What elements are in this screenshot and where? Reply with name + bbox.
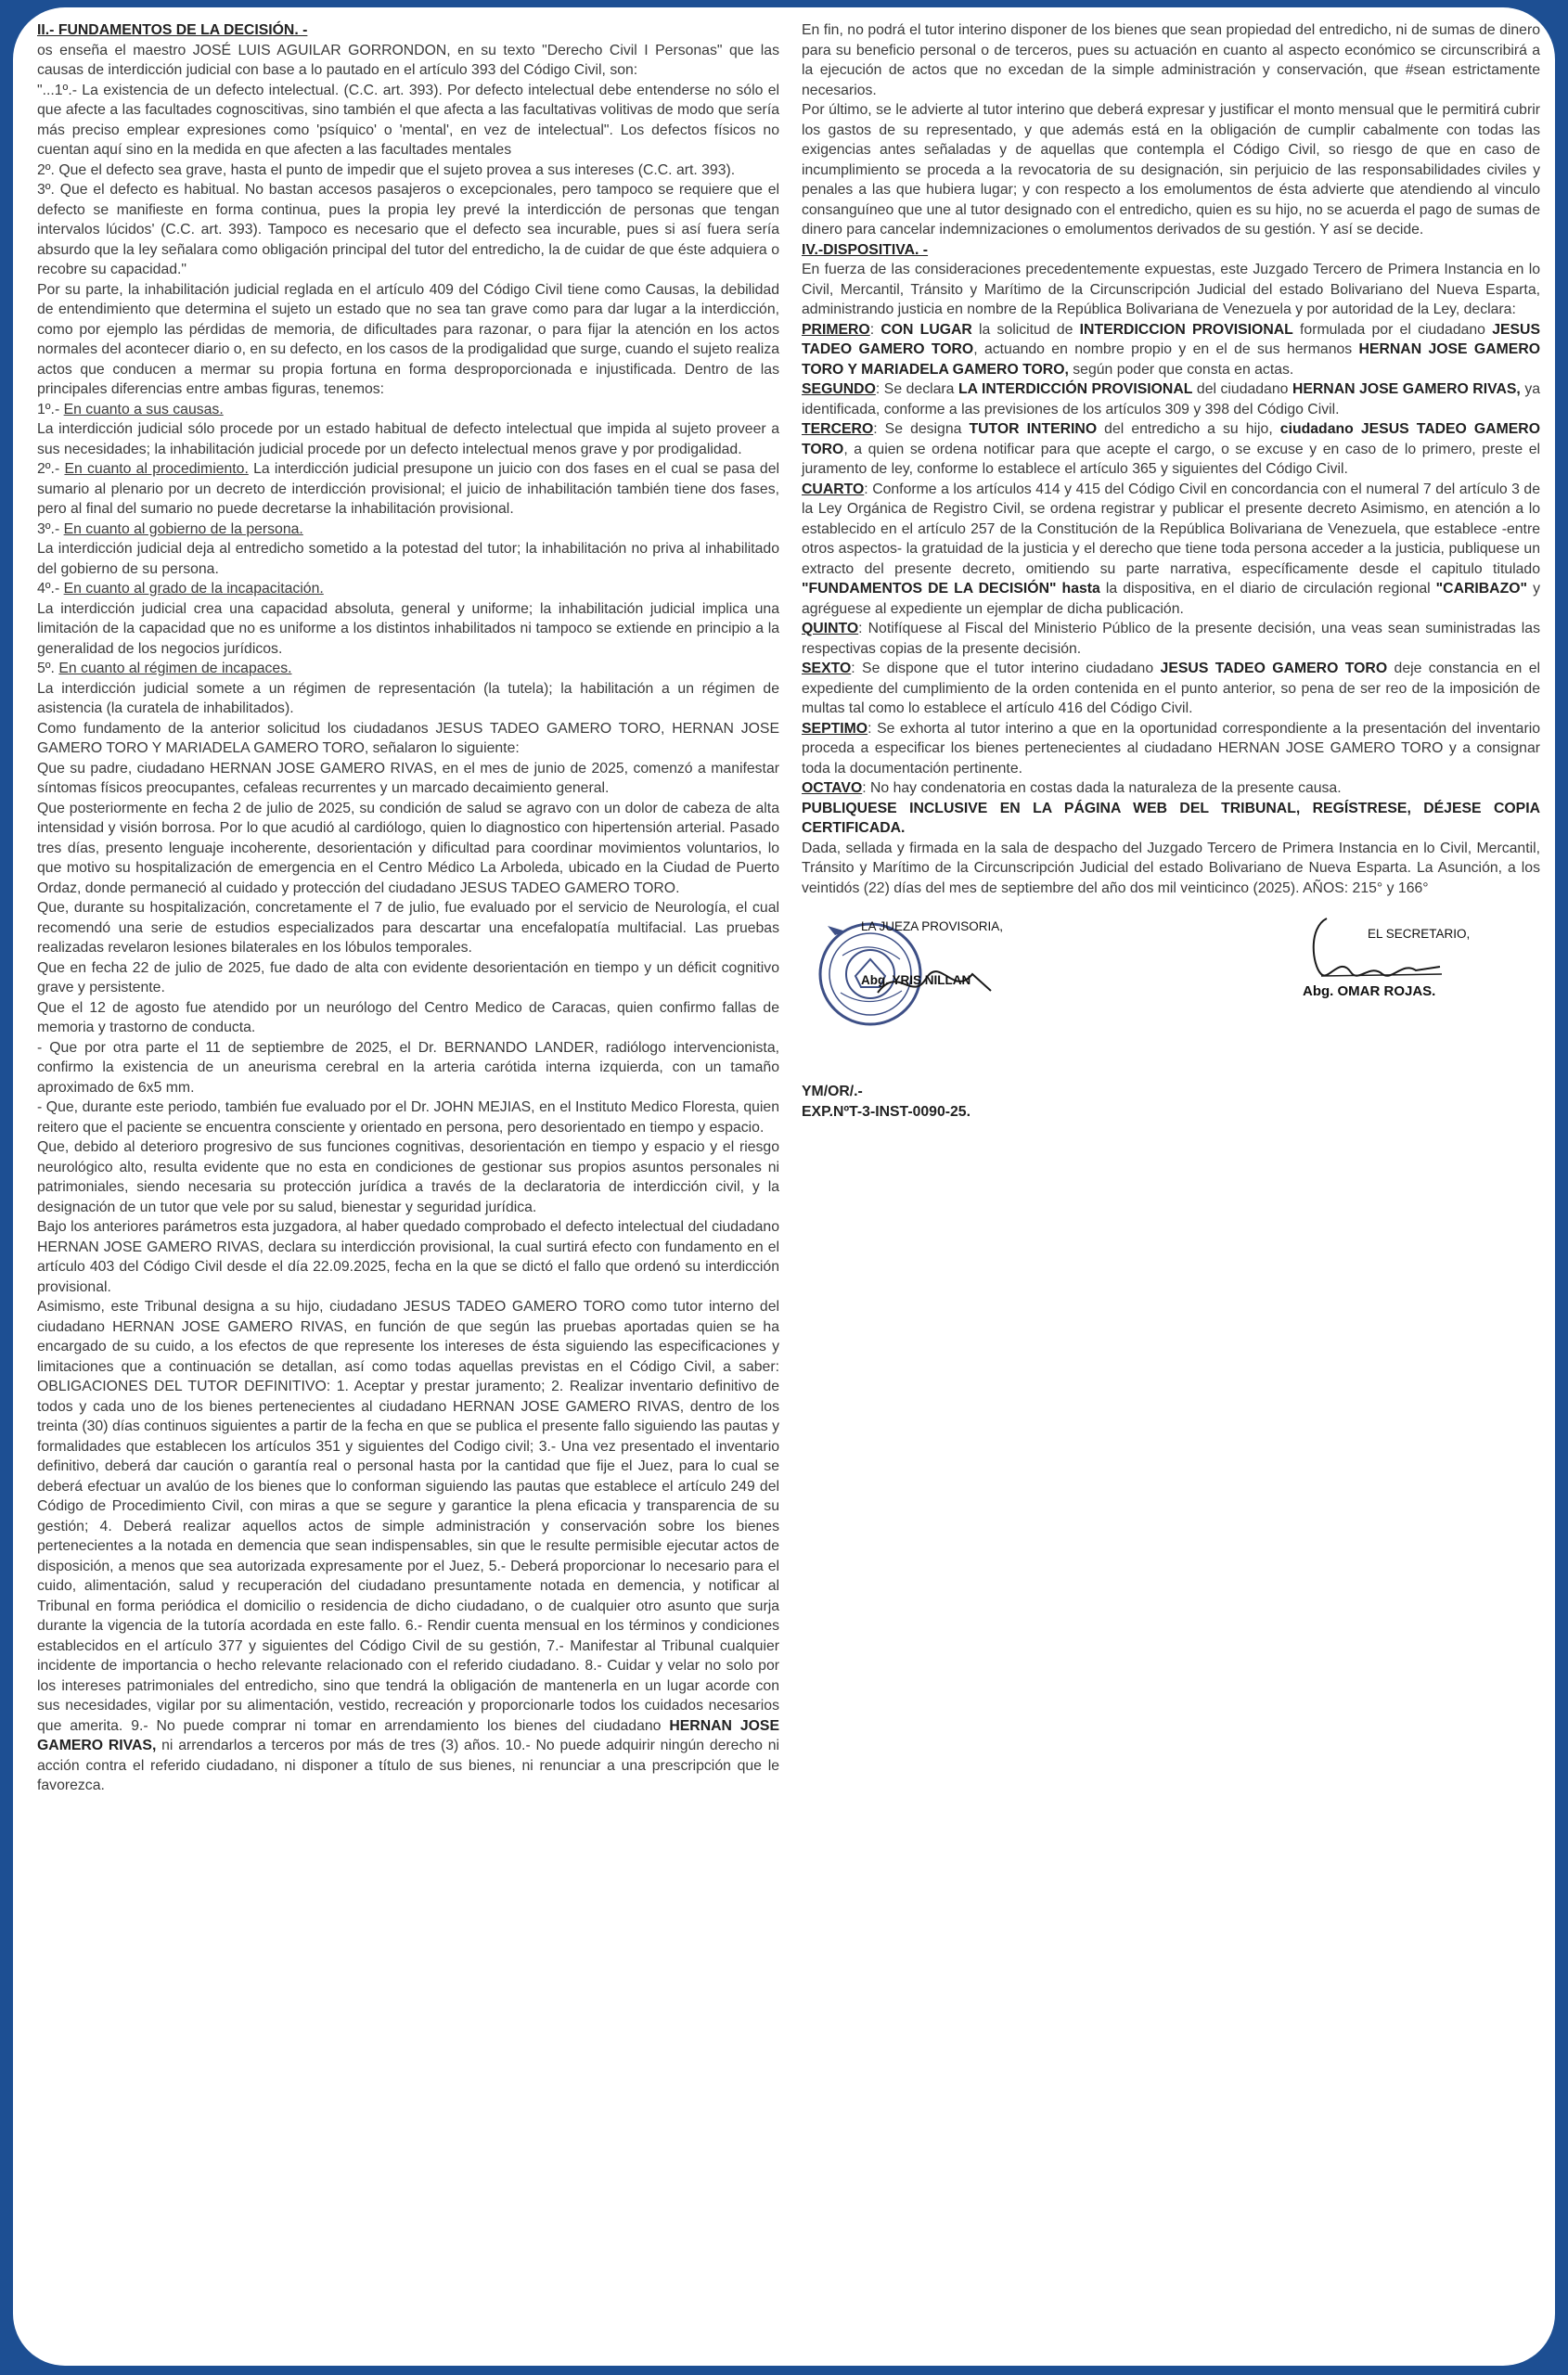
difference-heading: [37, 659, 779, 679]
ruling-label: PRIMERO: [802, 321, 870, 338]
ruling-text: del entredicho a su hijo,: [1097, 421, 1280, 437]
bold-text: TUTOR INTERINO: [969, 421, 1098, 437]
ruling-label: TERCERO: [802, 421, 874, 437]
ruling-text: formulada por el ciudadano: [1292, 321, 1493, 338]
paragraph: Que, durante su hospitalización, concretamente el 7 de julio, fue evaluado por el servicio de Neurología, el cual recomendó una serie de estudios especializados para descartar una encefalopatía multifacial. Las pruebas realizadas revelaron lesiones bilaterales en los lóbulos temporales.: [37, 900, 779, 956]
ruling-text: : Notifíquese al Fiscal del Ministerio Público de la presente decisión, una veas sean suministradas las respectivas copias de la presente decisión.: [802, 621, 1540, 657]
ruling-text: , actuando en nombre propio y en el de sus hermanos: [973, 341, 1359, 357]
paragraph: Por último, se le advierte al tutor interino que deberá expresar y justificar el monto mensual que le permitirá cubrir los gastos de su representado, y que además está en la obligación de cumplir cabalmente con todas las exigencias antes señaladas y de aquellas que contempla el Código Civil, so riesgo de que en caso de incumplimiento se proceda a la revocatoria de su designación, sin perjuicio de las responsabilidades civiles y penales a las que hubiera lugar; y con respecto a los emolumentos de ésta advierte que atendiendo al vinculo consanguíneo que une al tutor designado con el entredicho, quien es su hijo, no se acuerda el pago de sumas de dinero para cancelar indemnizaciones o emolumentos derivados de su gestión. Y así se decide.: [802, 102, 1540, 238]
paragraph: La interdicción judicial crea una capacidad absoluta, general y uniforme; la inhabilitación judicial implica una limitación de la capacidad que no es uniforme a los distintos inhabilitados ni tampoco se extiende en principio a la generalidad de los negocios jurídicos.: [37, 600, 779, 657]
paragraph: Que en fecha 22 de julio de 2025, fue dado de alta con evidente desorientación en tiempo y un déficit cognitivo grave y persistente.: [37, 959, 779, 995]
paragraph: Que, debido al deterioro progresivo de sus funciones cognitivas, desorientación en tiempo y espacio y el riesgo neurológico alto, resulta evidente que no esta en condiciones de gestionar sus propios asuntos personales ni patrimoniales, siendo necesaria su protección jurídica a través de la declaratoria de interdicción civil, y la designación de un tutor que vele por su salud, bienestar y seguridad jurídica.: [37, 1139, 779, 1215]
ruling-text: : Se declara: [875, 381, 958, 397]
ruling-tercero: [802, 419, 1540, 480]
paragraph: Dada, sellada y firmada en la sala de despacho del Juzgado Tercero de Primera Instancia en lo Civil, Mercantil, Tránsito y Marítimo de la Circunscripción Judicial del estado Bolivariano de Nueva Esparta. La Asunción, a los veintidós (22) días del mes de septiembre del año dos mil veinticinco (2025). AÑOS: 215° y 166°: [802, 840, 1540, 896]
section-heading-fundamentos: II.- FUNDAMENTOS DE LA DECISIÓN. -: [37, 22, 308, 38]
initials: YM/OR/.-: [802, 1084, 863, 1099]
bold-text: ciudadano JESUS TADEO GAMERO TORO: [802, 421, 1540, 457]
ruling-text: : Se exhorta al tutor interino a que en la oportunidad correspondiente a la presentación del inventario proceda a especificar los bienes pertenecientes al ciudadano HERNAN JOSE GAMERO TORO y a consignar toda la documentación pertinente.: [802, 720, 1540, 777]
bold-text: LA INTERDICCIÓN PROVISIONAL: [958, 381, 1193, 397]
judge-name: Abg. YRIS NILLAN: [861, 973, 971, 987]
paragraph: La interdicción judicial deja al entredicho sometido a la potestad del tutor; la inhabilitación no priva al inhabilitado del gobierno de su persona.: [37, 541, 779, 577]
right-column: [802, 20, 1540, 1122]
person-name: HERNAN JOSE GAMERO RIVAS,: [37, 1717, 779, 1753]
ruling-text: según poder que consta en actas.: [1068, 361, 1294, 378]
ruling-label: CUARTO: [802, 481, 865, 497]
bold-text: HERNAN JOSE GAMERO TORO Y MARIADELA GAMERO TORO,: [802, 341, 1541, 378]
difference-number: 1º.-: [37, 401, 64, 417]
secretary-signature-scribble: [1303, 909, 1451, 993]
paragraph: Que su padre, ciudadano HERNAN JOSE GAMERO RIVAS, en el mes de junio de 2025, comenzó a manifestar síntomas físicos preocupantes, cefaleas recurrentes y un marcado decaimiento general.: [37, 760, 779, 796]
paragraph: Que posteriormente en fecha 2 de julio de 2025, su condición de salud se agravo con un dolor de cabeza de alta intensidad y visión borrosa. Por lo que acudió al cardiólogo, quien lo diagnostico con hipertensión arterial. Pasado tres días, presento lenguaje incoherente, desorientación y dificultad para coordinar movimientos voluntarios, lo que motivo su hospitalización de emergencia en el Centro Médico La Arboleda, ubicado en la Ciudad de Puerto Ordaz, donde permaneció al cuidado y protección del ciudadano JESUS TADEO GAMERO TORO.: [37, 800, 779, 896]
ruling-text: : No hay condenatoria en costas dada la naturaleza de la presente causa.: [862, 780, 1342, 796]
paragraph: - Que por otra parte el 11 de septiembre de 2025, el Dr. BERNANDO LANDER, radiólogo intervencionista, confirmo la existencia de un aneurisma cerebral en la arteria carótida interna izquierda, con un tamaño aproximado de 6x5 mm.: [37, 1039, 779, 1096]
ruling-text: : Se dispone que el tutor interino ciudadano: [851, 661, 1161, 676]
paragraph: Como fundamento de la anterior solicitud los ciudadanos JESUS TADEO GAMERO TORO, HERNAN JOSE GAMERO TORO Y MARIADELA GAMERO TORO, señalaron lo siguiente:: [37, 720, 779, 756]
difference-title: En cuanto a sus causas.: [63, 401, 224, 417]
difference-heading: [37, 520, 779, 540]
paragraph-text: ni arrendarlos a terceros por más de tres (3) años. 10.- No puede adquirir ningún derecho ni acción contra el referido ciudadano, ni disponer a título de sus bienes, ni renunciar a una prescripción que le favorezca.: [37, 1738, 779, 1793]
ruling-text: deje constancia en el expediente del cumplimiento de la orden contenida en el punto anterior, so pena de ser reo de la imposición de multas tal como lo establece el artículo 416 del Código Civil.: [802, 661, 1541, 716]
ruling-quinto: [802, 619, 1540, 659]
paragraph: Por su parte, la inhabilitación judicial reglada en el artículo 409 del Código Civil tiene como Causas, la debilidad de entendimiento que determina el sujeto un estado que no sea tan grave como para dar lugar a la interdicción, como por ejemplo las pérdidas de memoria, de dificultades para razonar, o para fijar la atención en los actos normales del acontecer diario o, en su defecto, en los casos de la prodigalidad que surge, cuando el sujeto realiza actos que conducen a mermar su propia fortuna en forma desproporcionada e injustificada. Dentro de las principales diferencias entre ambas figuras, tenemos:: [37, 281, 779, 397]
ruling-label: SEPTIMO: [802, 720, 868, 737]
difference-title: En cuanto al gobierno de la persona.: [63, 520, 303, 537]
ruling-segundo: [802, 379, 1540, 419]
paragraph: 2º. Que el defecto sea grave, hasta el punto de impedir que el sujeto provea a sus intereses (C.C. art. 393).: [37, 161, 736, 178]
left-column: [37, 20, 779, 1796]
ruling-octavo: [802, 778, 1540, 799]
section-heading-dispositiva: IV.-DISPOSITIVA. -: [802, 241, 929, 258]
document-page: [13, 7, 1555, 2366]
secretary-signature: [1303, 915, 1535, 1045]
paragraph-text: Asimismo, este Tribunal designa a su hijo, ciudadano JESUS TADEO GAMERO TORO como tutor interno del ciudadano HERNAN JOSE GAMERO RIVAS, en función de que según las pruebas aportadas quien se ha encargado de su cuido, a los efectos de que represente los intereses de ésta siguiendo las especificaciones y limitaciones que a continuación se detallan, así como todas aquellas previstas en el Código Civil, a saber: OBLIGACIONES DEL TUTOR DEFINITIVO: 1. Aceptar y prestar juramento; 2. Realizar inventario definitivo de todos y cada uno de los bienes pertenecientes al ciudadano HERNAN JOSE GAMERO RIVAS, dentro de los treinta (30) días continuos siguientes a partir de la fecha en que se publica el presente fallo siguiendo las pautas y formalidades que establecen los artículos 351 y siguientes del Codigo civil; 3.- Una vez presentado el inventario definitivo, deberá dar caución o garantía real o personal hasta por la cantidad que fije el Juez, para lo cual se deberá efectuar un avalúo de los bienes que lo conforman siguiendo las pautas que establece el artículo 249 del Código de Procedimiento Civil, con miras a que se segure y garantice la plena eficacia y transparencia de su gestión; 4. Deberá realizar aquellos actos de simple administración y conservación sobre los bienes pertenecientes a la notada en demencia que sean indispensables, sin que le resulte permisible ejecutar actos de disposición, a menos que sea autorizada expresamente por el Juez, 5.- Deberá proporcionar lo necesario para el cuido, alimentación, salud y recuperación del ciudadano presuntamente notada en demencia, y notificar al Tribunal en forma periódica el domicilio o residencia de dicho ciudadano, o de cualquier otro asunto que surja durante la vigencia de la tutoría acordada en este fallo. 6.- Rendir cuenta mensual en los términos y condiciones establecidos en el artículo 377 y siguientes del Código Civil de su gestión, 7.- Manifestar al Tribunal cualquier incidente de importancia o hecho relevante relacionado con el referido ciudadano. 8.- Cuidar y velar no solo por los intereses patrimoniales del entredicho, sino que tendrá la obligación de mantenerla en un lugar acorde con sus necesidades, vigilar por su alimentación, vestido, recreación y proporcionarle todos los cuidados necesarios que amerita. 9.- No puede comprar ni tomar en arrendamiento los bienes del ciudadano: [37, 1299, 779, 1734]
ruling-text: la dispositiva, en el diario de circulación regional: [1099, 581, 1436, 597]
paragraph: La interdicción judicial sólo procede por un estado habitual de defecto intelectual que impida al sujeto proveer a sus necesidades; la inhabilitación judicial procede por un defecto intelectual menos grave y por prodigalidad.: [37, 421, 779, 457]
ruling-text: del ciudadano: [1192, 381, 1292, 397]
ruling-label: QUINTO: [802, 621, 859, 636]
bold-text: "FUNDAMENTOS DE LA DECISIÓN" hasta: [802, 581, 1100, 597]
ruling-sexto: [802, 659, 1540, 719]
paragraph: [37, 1297, 779, 1796]
paragraph: [37, 459, 779, 520]
difference-number: 3º.-: [37, 520, 64, 537]
ruling-text: : Se designa: [873, 421, 970, 437]
ruling-text: y agréguese al expediente un ejemplar de dicha publicación.: [802, 581, 1540, 617]
paragraph: 3º. Que el defecto es habitual. No bastan accesos pasajeros o excepcionales, pero tampoco se requiere que el defecto se manifieste en forma continua, pues la propia ley prevé la interdicción de personas que tengan intervalos lúcidos' (C.C. art. 393). Tampoco es necesario que el defecto sea incurable, pues si así fuera sería absurdo que la ley señalara como obligación principal del tutor del entredicho, la de cuidar de que éste adquiera o recobre su capacidad.": [37, 182, 779, 277]
paragraph: Bajo los anteriores parámetros esta juzgadora, al haber quedado comprobado el defecto intelectual del ciudadano HERNAN JOSE GAMERO RIVAS, declara su interdicción provisional, la cual surtirá efecto con fundamento en el artículo 403 del Código Civil desde el día 22.09.2025, fecha en la que se dictó el fallo que ordenó su interdicción provisional.: [37, 1219, 779, 1295]
publication-order: PUBLIQUESE INCLUSIVE EN LA PÁGINA WEB DEL TRIBUNAL, REGÍSTRESE, DÉJESE COPIA CERTIFICADA.: [802, 800, 1540, 836]
difference-number: 4º.-: [37, 581, 64, 597]
ruling-septimo: [802, 719, 1540, 779]
ruling-cuarto: [802, 480, 1540, 620]
paragraph: os enseña el maestro JOSÉ LUIS AGUILAR GORRONDON, en su texto "Derecho Civil I Personas" que las causas de interdicción judicial con base a lo pautado en el artículo 393 del Código Civil, son:: [37, 42, 779, 78]
bold-text: INTERDICCION PROVISIONAL: [1079, 321, 1293, 338]
difference-heading: [37, 400, 779, 420]
paragraph: - Que, durante este periodo, también fue evaluado por el Dr. JOHN MEJIAS, en el Instituto Medico Floresta, quien reitero que el paciente se encuentra consciente y orientado en persona, pero desorientado en tiempo y espacio.: [37, 1099, 779, 1136]
difference-text: La interdicción judicial presupone un juicio con dos fases en el cual se pasa del sumario al plenario por un decreto de interdicción provisional; el juicio de inhabilitación también tiene dos fases, pero al final del sumario no puede decretarse la inhabilitación provisional.: [37, 461, 780, 517]
ruling-text: : Conforme a los artículos 414 y 415 del Código Civil en concordancia con el numeral 7 del artículo 3 de la Ley Orgánica de Registro Civil, se ordena registrar y publicar el presente decreto Asimismo, en atención a lo establecido en el artículo 257 de la Constitución de la República Bolivariana de Venezuela, que establece -entre otros aspectos- la gratuidad de la justicia y el derecho que tiene toda persona acceder a la justicia, publiquese un extracto del presente decreto, omitiendo su parte narrativa, específicamente desde el capitulo titulado: [802, 481, 1540, 577]
ruling-text: ya identificada, conforme a las previsiones de los artículos 309 y 398 del Código Civil.: [802, 381, 1540, 417]
judge-signature: [815, 909, 1037, 1048]
difference-number: 2º.-: [37, 461, 65, 477]
case-reference: [802, 1082, 1540, 1122]
ruling-label: OCTAVO: [802, 780, 863, 796]
difference-number: 5º.: [37, 661, 59, 676]
bold-text: "CARIBAZO": [1435, 581, 1528, 597]
ruling-label: SEXTO: [802, 661, 852, 676]
bold-text: JESUS TADEO GAMERO TORO: [802, 321, 1541, 357]
paragraph: En fuerza de las consideraciones precedentemente expuestas, este Juzgado Tercero de Primera Instancia en lo Civil, Mercantil, Tránsito y Marítimo de la Circunscripción Judicial del estado Bolivariano del Nueva Esparta, administrando justicia en nombre de la República Bolivariana de Venezuela y por autoridad de la Ley, declara:: [802, 262, 1540, 317]
ruling-label: SEGUNDO: [802, 381, 876, 397]
difference-title: En cuanto al régimen de incapaces.: [58, 661, 292, 676]
secretary-title: EL SECRETARIO,: [1368, 927, 1471, 941]
ruling-text: , a quien se ordena notificar para que acepte el cargo, o se excuse y en caso de lo primero, preste el juramento de ley, conforme lo establece el artículo 365 y siguientes del Código Civil.: [802, 441, 1540, 477]
paragraph: "...1º.- La existencia de un defecto intelectual. (C.C. art. 393). Por defecto intelectual debe entenderse no sólo el que afecte a las facultades cognoscitivas, sino también el que afecta a las facultativas volitivas de modo que sería más preciso emplear expresiones como 'psíquico' o 'mental', en vez de intelectual". Los defectos físicos no cuentan aquí sino en la medida en que afecten a las facultades mentales: [37, 82, 779, 158]
paragraph: Que el 12 de agosto fue atendido por un neurólogo del Centro Medico de Caracas, quien confirmo fallas de memoria y trastorno de conducta.: [37, 999, 779, 1035]
bold-text: CON LUGAR: [880, 321, 972, 338]
paragraph: En fin, no podrá el tutor interino disponer de los bienes que sean propiedad del entredicho, ni de sumas de dinero para su beneficio personal o de terceros, pues su actuación en cuanto al aspecto económico se circunscribirá a la ejecución de actos que no excedan de la simple administración y conservación, que #sean estrictamente necesarios.: [802, 22, 1540, 98]
file-number: EXP.NºT-3-INST-0090-25.: [802, 1103, 970, 1120]
bold-text: JESUS TADEO GAMERO TORO: [1160, 661, 1388, 676]
ruling-primero: PRIMERO: CON LUGAR la solicitud de INTERDICCION PROVISIONAL formulada por el ciudadano JESUS TADEO GAMERO TORO, actuando en nombre propio y en el de sus hermanos HERNAN JOSE GAMERO TORO Y MARIADELA GAMERO TORO, según poder que consta en actas.: [802, 321, 1541, 378]
signature-block: [802, 909, 1540, 1058]
bold-text: HERNAN JOSE GAMERO RIVAS,: [1292, 381, 1521, 397]
ruling-text: la solicitud de: [971, 321, 1080, 338]
judge-title: LA JUEZA PROVISORIA,: [861, 919, 1004, 933]
paragraph: La interdicción judicial somete a un régimen de representación (la tutela); la habilitación a un régimen de asistencia (la curatela de inhabilitados).: [37, 680, 779, 716]
difference-heading: [37, 579, 779, 599]
secretary-name: Abg. OMAR ROJAS.: [1303, 983, 1436, 999]
difference-title: En cuanto al procedimiento.: [64, 461, 249, 477]
difference-title: En cuanto al grado de la incapacitación.: [63, 581, 324, 597]
